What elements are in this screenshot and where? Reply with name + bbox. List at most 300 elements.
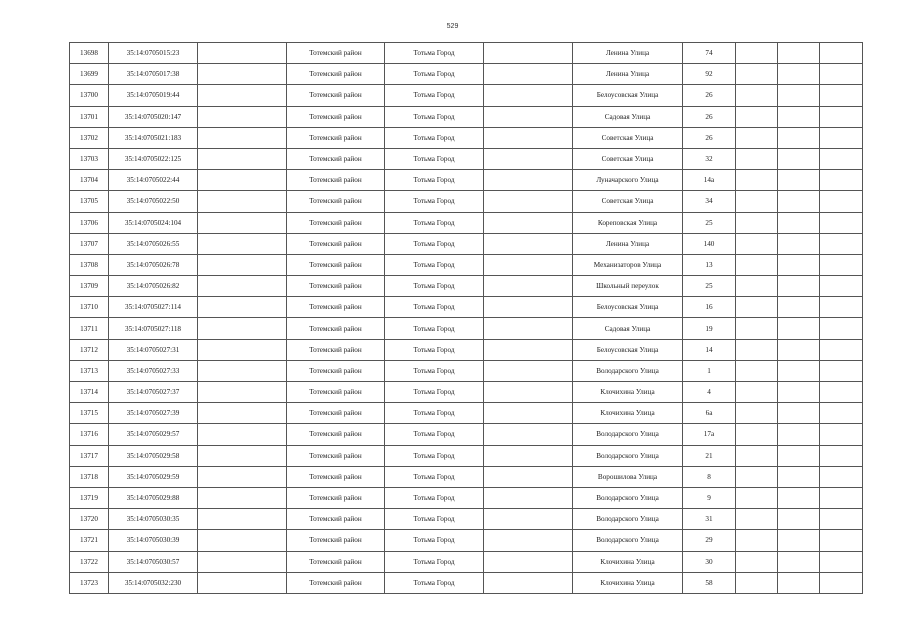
- record-number-cell: 13706: [70, 212, 109, 233]
- cadastral-number-cell: 35:14:0705030:39: [109, 530, 198, 551]
- empty-cell-cell: [484, 318, 573, 339]
- house-number-cell: 6а: [683, 403, 736, 424]
- district-cell: Тотемский район: [287, 487, 385, 508]
- cadastral-number-cell: 35:14:0705015:23: [109, 43, 198, 64]
- table-row: [70, 382, 863, 403]
- settlement-cell: Тотьма Город: [385, 445, 484, 466]
- empty-cell-cell: [778, 127, 820, 148]
- house-number-cell: 30: [683, 551, 736, 572]
- empty-cell-cell: [778, 466, 820, 487]
- record-number-cell: 13719: [70, 487, 109, 508]
- empty-cell-cell: [736, 382, 778, 403]
- empty-cell-cell: [484, 85, 573, 106]
- record-number-cell: 13721: [70, 530, 109, 551]
- empty-cell-cell: [198, 276, 287, 297]
- table-row: [70, 403, 863, 424]
- empty-cell-cell: [484, 424, 573, 445]
- district-cell: Тотемский район: [287, 424, 385, 445]
- empty-cell-cell: [736, 551, 778, 572]
- record-number-cell: 13720: [70, 509, 109, 530]
- empty-cell-cell: [820, 85, 863, 106]
- empty-cell-cell: [820, 148, 863, 169]
- empty-cell-cell: [484, 403, 573, 424]
- empty-cell-cell: [778, 403, 820, 424]
- record-number-cell: 13718: [70, 466, 109, 487]
- district-cell: Тотемский район: [287, 339, 385, 360]
- empty-cell-cell: [820, 64, 863, 85]
- settlement-cell: Тотьма Город: [385, 212, 484, 233]
- empty-cell-cell: [820, 382, 863, 403]
- house-number-cell: 58: [683, 572, 736, 593]
- empty-cell-cell: [736, 445, 778, 466]
- empty-cell-cell: [778, 572, 820, 593]
- record-number-cell: 13709: [70, 276, 109, 297]
- empty-cell-cell: [736, 572, 778, 593]
- empty-cell-cell: [484, 43, 573, 64]
- settlement-cell: Тотьма Город: [385, 170, 484, 191]
- empty-cell-cell: [484, 212, 573, 233]
- house-number-cell: 140: [683, 233, 736, 254]
- record-number-cell: 13699: [70, 64, 109, 85]
- empty-cell-cell: [778, 85, 820, 106]
- empty-cell-cell: [198, 254, 287, 275]
- table-row: [70, 297, 863, 318]
- empty-cell-cell: [736, 360, 778, 381]
- district-cell: Тотемский район: [287, 212, 385, 233]
- street-cell: Володарского Улица: [573, 487, 683, 508]
- table-row: [70, 530, 863, 551]
- table-row: [70, 487, 863, 508]
- empty-cell-cell: [484, 127, 573, 148]
- street-cell: Советская Улица: [573, 148, 683, 169]
- house-number-cell: 34: [683, 191, 736, 212]
- empty-cell-cell: [820, 424, 863, 445]
- settlement-cell: Тотьма Город: [385, 382, 484, 403]
- table-row: [70, 233, 863, 254]
- district-cell: Тотемский район: [287, 382, 385, 403]
- empty-cell-cell: [778, 318, 820, 339]
- table-row: [70, 466, 863, 487]
- empty-cell-cell: [484, 64, 573, 85]
- empty-cell-cell: [484, 106, 573, 127]
- district-cell: Тотемский район: [287, 466, 385, 487]
- record-number-cell: 13722: [70, 551, 109, 572]
- empty-cell-cell: [778, 551, 820, 572]
- district-cell: Тотемский район: [287, 191, 385, 212]
- street-cell: Ленина Улица: [573, 64, 683, 85]
- record-number-cell: 13700: [70, 85, 109, 106]
- empty-cell-cell: [820, 487, 863, 508]
- cadastral-number-cell: 35:14:0705029:58: [109, 445, 198, 466]
- street-cell: Володарского Улица: [573, 445, 683, 466]
- record-number-cell: 13698: [70, 43, 109, 64]
- cadastral-number-cell: 35:14:0705026:82: [109, 276, 198, 297]
- empty-cell-cell: [778, 191, 820, 212]
- table-body: [70, 43, 863, 594]
- empty-cell-cell: [820, 106, 863, 127]
- district-cell: Тотемский район: [287, 127, 385, 148]
- table-row: [70, 106, 863, 127]
- cadastral-number-cell: 35:14:0705030:57: [109, 551, 198, 572]
- house-number-cell: 14а: [683, 170, 736, 191]
- record-number-cell: 13708: [70, 254, 109, 275]
- empty-cell-cell: [736, 148, 778, 169]
- street-cell: Школьный переулок: [573, 276, 683, 297]
- record-number-cell: 13701: [70, 106, 109, 127]
- settlement-cell: Тотьма Город: [385, 339, 484, 360]
- house-number-cell: 92: [683, 64, 736, 85]
- house-number-cell: 31: [683, 509, 736, 530]
- empty-cell-cell: [820, 233, 863, 254]
- street-cell: Ленина Улица: [573, 43, 683, 64]
- settlement-cell: Тотьма Город: [385, 551, 484, 572]
- empty-cell-cell: [198, 212, 287, 233]
- empty-cell-cell: [736, 297, 778, 318]
- empty-cell-cell: [778, 445, 820, 466]
- empty-cell-cell: [198, 445, 287, 466]
- empty-cell-cell: [820, 339, 863, 360]
- settlement-cell: Тотьма Город: [385, 509, 484, 530]
- record-number-cell: 13704: [70, 170, 109, 191]
- empty-cell-cell: [778, 170, 820, 191]
- empty-cell-cell: [736, 530, 778, 551]
- empty-cell-cell: [736, 85, 778, 106]
- empty-cell-cell: [484, 276, 573, 297]
- empty-cell-cell: [736, 318, 778, 339]
- district-cell: Тотемский район: [287, 530, 385, 551]
- cadastral-number-cell: 35:14:0705029:59: [109, 466, 198, 487]
- empty-cell-cell: [736, 339, 778, 360]
- settlement-cell: Тотьма Город: [385, 85, 484, 106]
- empty-cell-cell: [198, 382, 287, 403]
- district-cell: Тотемский район: [287, 85, 385, 106]
- empty-cell-cell: [778, 254, 820, 275]
- empty-cell-cell: [736, 106, 778, 127]
- table-row: [70, 551, 863, 572]
- empty-cell-cell: [820, 297, 863, 318]
- record-number-cell: 13716: [70, 424, 109, 445]
- settlement-cell: Тотьма Город: [385, 572, 484, 593]
- empty-cell-cell: [778, 106, 820, 127]
- empty-cell-cell: [778, 424, 820, 445]
- house-number-cell: 13: [683, 254, 736, 275]
- cadastral-number-cell: 35:14:0705032:230: [109, 572, 198, 593]
- cadastral-number-cell: 35:14:0705027:118: [109, 318, 198, 339]
- cadastral-number-cell: 35:14:0705022:125: [109, 148, 198, 169]
- street-cell: Кореповская Улица: [573, 212, 683, 233]
- empty-cell-cell: [198, 424, 287, 445]
- house-number-cell: 25: [683, 212, 736, 233]
- district-cell: Тотемский район: [287, 551, 385, 572]
- settlement-cell: Тотьма Город: [385, 487, 484, 508]
- settlement-cell: Тотьма Город: [385, 360, 484, 381]
- empty-cell-cell: [820, 445, 863, 466]
- empty-cell-cell: [198, 43, 287, 64]
- street-cell: Садовая Улица: [573, 106, 683, 127]
- record-number-cell: 13714: [70, 382, 109, 403]
- cadastral-number-cell: 35:14:0705020:147: [109, 106, 198, 127]
- table-row: [70, 148, 863, 169]
- street-cell: Клочихина Улица: [573, 551, 683, 572]
- empty-cell-cell: [736, 43, 778, 64]
- empty-cell-cell: [820, 170, 863, 191]
- empty-cell-cell: [778, 212, 820, 233]
- district-cell: Тотемский район: [287, 106, 385, 127]
- empty-cell-cell: [484, 509, 573, 530]
- record-number-cell: 13723: [70, 572, 109, 593]
- empty-cell-cell: [484, 530, 573, 551]
- record-number-cell: 13703: [70, 148, 109, 169]
- settlement-cell: Тотьма Город: [385, 64, 484, 85]
- street-cell: Клочихина Улица: [573, 382, 683, 403]
- empty-cell-cell: [198, 551, 287, 572]
- empty-cell-cell: [198, 403, 287, 424]
- street-cell: Советская Улица: [573, 127, 683, 148]
- empty-cell-cell: [484, 445, 573, 466]
- empty-cell-cell: [198, 85, 287, 106]
- cadastral-number-cell: 35:14:0705017:38: [109, 64, 198, 85]
- empty-cell-cell: [198, 127, 287, 148]
- settlement-cell: Тотьма Город: [385, 276, 484, 297]
- empty-cell-cell: [778, 297, 820, 318]
- empty-cell-cell: [820, 360, 863, 381]
- empty-cell-cell: [198, 233, 287, 254]
- table-row: [70, 191, 863, 212]
- empty-cell-cell: [820, 254, 863, 275]
- settlement-cell: Тотьма Город: [385, 318, 484, 339]
- table-row: [70, 64, 863, 85]
- empty-cell-cell: [198, 339, 287, 360]
- district-cell: Тотемский район: [287, 318, 385, 339]
- district-cell: Тотемский район: [287, 403, 385, 424]
- record-number-cell: 13711: [70, 318, 109, 339]
- table-row: [70, 212, 863, 233]
- empty-cell-cell: [736, 466, 778, 487]
- cadastral-number-cell: 35:14:0705029:88: [109, 487, 198, 508]
- district-cell: Тотемский район: [287, 572, 385, 593]
- empty-cell-cell: [484, 466, 573, 487]
- cadastral-number-cell: 35:14:0705026:78: [109, 254, 198, 275]
- record-number-cell: 13717: [70, 445, 109, 466]
- empty-cell-cell: [198, 530, 287, 551]
- empty-cell-cell: [484, 360, 573, 381]
- table-row: [70, 254, 863, 275]
- table-row: [70, 572, 863, 593]
- house-number-cell: 8: [683, 466, 736, 487]
- district-cell: Тотемский район: [287, 64, 385, 85]
- house-number-cell: 21: [683, 445, 736, 466]
- empty-cell-cell: [198, 170, 287, 191]
- district-cell: Тотемский район: [287, 254, 385, 275]
- settlement-cell: Тотьма Город: [385, 43, 484, 64]
- street-cell: Садовая Улица: [573, 318, 683, 339]
- empty-cell-cell: [484, 572, 573, 593]
- table-row: [70, 318, 863, 339]
- empty-cell-cell: [778, 530, 820, 551]
- empty-cell-cell: [198, 466, 287, 487]
- district-cell: Тотемский район: [287, 276, 385, 297]
- empty-cell-cell: [484, 191, 573, 212]
- empty-cell-cell: [820, 509, 863, 530]
- house-number-cell: 32: [683, 148, 736, 169]
- cadastral-number-cell: 35:14:0705022:50: [109, 191, 198, 212]
- cadastral-number-cell: 35:14:0705026:55: [109, 233, 198, 254]
- table-row: [70, 509, 863, 530]
- registry-table: [69, 42, 863, 594]
- record-number-cell: 13715: [70, 403, 109, 424]
- settlement-cell: Тотьма Город: [385, 191, 484, 212]
- settlement-cell: Тотьма Город: [385, 148, 484, 169]
- house-number-cell: 9: [683, 487, 736, 508]
- empty-cell-cell: [778, 509, 820, 530]
- settlement-cell: Тотьма Город: [385, 403, 484, 424]
- empty-cell-cell: [778, 233, 820, 254]
- empty-cell-cell: [198, 318, 287, 339]
- empty-cell-cell: [484, 148, 573, 169]
- house-number-cell: 26: [683, 106, 736, 127]
- empty-cell-cell: [736, 276, 778, 297]
- street-cell: Советская Улица: [573, 191, 683, 212]
- settlement-cell: Тотьма Город: [385, 254, 484, 275]
- house-number-cell: 1: [683, 360, 736, 381]
- empty-cell-cell: [198, 106, 287, 127]
- table-row: [70, 43, 863, 64]
- settlement-cell: Тотьма Город: [385, 106, 484, 127]
- empty-cell-cell: [820, 318, 863, 339]
- empty-cell-cell: [778, 43, 820, 64]
- empty-cell-cell: [820, 276, 863, 297]
- table-row: [70, 85, 863, 106]
- settlement-cell: Тотьма Город: [385, 127, 484, 148]
- cadastral-number-cell: 35:14:0705029:57: [109, 424, 198, 445]
- street-cell: Володарского Улица: [573, 424, 683, 445]
- page-number: 529: [446, 23, 459, 30]
- street-cell: Клочихина Улица: [573, 403, 683, 424]
- empty-cell-cell: [736, 127, 778, 148]
- empty-cell-cell: [778, 382, 820, 403]
- empty-cell-cell: [484, 487, 573, 508]
- street-cell: Белоусовская Улица: [573, 85, 683, 106]
- house-number-cell: 4: [683, 382, 736, 403]
- empty-cell-cell: [736, 233, 778, 254]
- empty-cell-cell: [198, 148, 287, 169]
- house-number-cell: 25: [683, 276, 736, 297]
- empty-cell-cell: [778, 148, 820, 169]
- empty-cell-cell: [484, 339, 573, 360]
- house-number-cell: 74: [683, 43, 736, 64]
- table-row: [70, 170, 863, 191]
- street-cell: Луначарского Улица: [573, 170, 683, 191]
- district-cell: Тотемский район: [287, 297, 385, 318]
- house-number-cell: 14: [683, 339, 736, 360]
- empty-cell-cell: [736, 191, 778, 212]
- house-number-cell: 19: [683, 318, 736, 339]
- district-cell: Тотемский район: [287, 233, 385, 254]
- record-number-cell: 13702: [70, 127, 109, 148]
- empty-cell-cell: [820, 466, 863, 487]
- empty-cell-cell: [198, 572, 287, 593]
- empty-cell-cell: [778, 339, 820, 360]
- empty-cell-cell: [736, 64, 778, 85]
- street-cell: Володарского Улица: [573, 530, 683, 551]
- empty-cell-cell: [820, 403, 863, 424]
- street-cell: Володарского Улица: [573, 360, 683, 381]
- empty-cell-cell: [820, 530, 863, 551]
- record-number-cell: 13713: [70, 360, 109, 381]
- empty-cell-cell: [778, 64, 820, 85]
- empty-cell-cell: [736, 509, 778, 530]
- table-row: [70, 339, 863, 360]
- street-cell: Ленина Улица: [573, 233, 683, 254]
- record-number-cell: 13710: [70, 297, 109, 318]
- house-number-cell: 29: [683, 530, 736, 551]
- table-row: [70, 424, 863, 445]
- table-row: [70, 360, 863, 381]
- district-cell: Тотемский район: [287, 170, 385, 191]
- empty-cell-cell: [198, 509, 287, 530]
- street-cell: Володарского Улица: [573, 509, 683, 530]
- district-cell: Тотемский район: [287, 148, 385, 169]
- empty-cell-cell: [484, 254, 573, 275]
- street-cell: Механизаторов Улица: [573, 254, 683, 275]
- street-cell: Белоусовская Улица: [573, 339, 683, 360]
- empty-cell-cell: [484, 233, 573, 254]
- empty-cell-cell: [198, 191, 287, 212]
- empty-cell-cell: [778, 276, 820, 297]
- house-number-cell: 26: [683, 85, 736, 106]
- settlement-cell: Тотьма Город: [385, 424, 484, 445]
- cadastral-number-cell: 35:14:0705027:114: [109, 297, 198, 318]
- empty-cell-cell: [484, 382, 573, 403]
- empty-cell-cell: [736, 212, 778, 233]
- empty-cell-cell: [778, 360, 820, 381]
- empty-cell-cell: [778, 487, 820, 508]
- cadastral-number-cell: 35:14:0705022:44: [109, 170, 198, 191]
- settlement-cell: Тотьма Город: [385, 297, 484, 318]
- house-number-cell: 16: [683, 297, 736, 318]
- house-number-cell: 26: [683, 127, 736, 148]
- empty-cell-cell: [198, 297, 287, 318]
- empty-cell-cell: [484, 170, 573, 191]
- empty-cell-cell: [736, 424, 778, 445]
- district-cell: Тотемский район: [287, 360, 385, 381]
- district-cell: Тотемский район: [287, 445, 385, 466]
- empty-cell-cell: [198, 487, 287, 508]
- street-cell: Белоусовская Улица: [573, 297, 683, 318]
- street-cell: Ворошилова Улица: [573, 466, 683, 487]
- empty-cell-cell: [820, 191, 863, 212]
- district-cell: Тотемский район: [287, 43, 385, 64]
- settlement-cell: Тотьма Город: [385, 466, 484, 487]
- cadastral-number-cell: 35:14:0705024:104: [109, 212, 198, 233]
- empty-cell-cell: [736, 170, 778, 191]
- settlement-cell: Тотьма Город: [385, 530, 484, 551]
- empty-cell-cell: [820, 212, 863, 233]
- house-number-cell: 17а: [683, 424, 736, 445]
- settlement-cell: Тотьма Город: [385, 233, 484, 254]
- empty-cell-cell: [736, 254, 778, 275]
- empty-cell-cell: [820, 127, 863, 148]
- street-cell: Клочихина Улица: [573, 572, 683, 593]
- cadastral-number-cell: 35:14:0705027:39: [109, 403, 198, 424]
- cadastral-number-cell: 35:14:0705027:31: [109, 339, 198, 360]
- cadastral-number-cell: 35:14:0705019:44: [109, 85, 198, 106]
- empty-cell-cell: [820, 551, 863, 572]
- empty-cell-cell: [736, 487, 778, 508]
- empty-cell-cell: [736, 403, 778, 424]
- table-row: [70, 445, 863, 466]
- cadastral-number-cell: 35:14:0705027:37: [109, 382, 198, 403]
